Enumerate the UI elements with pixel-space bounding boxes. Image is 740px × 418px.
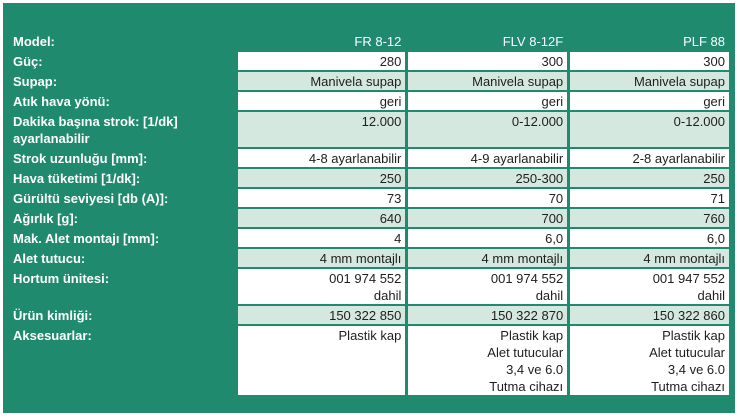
cell-value: Plastik kap Alet tutucular 3,4 ve 6.0 Tutma cihazı bbox=[408, 326, 567, 395]
cell-value: 4-8 ayarlanabilir bbox=[238, 149, 405, 167]
cell-value: geri bbox=[570, 92, 729, 110]
cell-value: 001 974 552 dahil bbox=[408, 269, 567, 304]
cell-value: 150 322 860 bbox=[570, 306, 729, 324]
cell-value: 0-12.000 bbox=[570, 112, 729, 147]
row-label: Aksesuarlar: bbox=[13, 328, 92, 343]
cell-value: 150 322 850 bbox=[238, 306, 405, 324]
row-label: Ağırlık [g]: bbox=[13, 211, 78, 226]
cell-value: 6,0 bbox=[570, 229, 729, 247]
model-name: FR 8-12 bbox=[354, 34, 402, 49]
table-row bbox=[9, 229, 729, 247]
cell-value: 0-12.000 bbox=[408, 112, 567, 147]
cell-value: 4 mm montajlı bbox=[570, 249, 729, 267]
row-label: Hava tüketimi [1/dk]: bbox=[13, 171, 141, 186]
cell-value: 4-9 ayarlanabilir bbox=[408, 149, 567, 167]
table-row bbox=[9, 189, 729, 207]
cell-value: Manivela supap bbox=[238, 72, 405, 90]
table-row bbox=[9, 149, 729, 167]
cell-value: 6,0 bbox=[408, 229, 567, 247]
header-label: Model: bbox=[13, 34, 55, 49]
cell-value: 12.000 bbox=[238, 112, 405, 147]
cell-value: 700 bbox=[408, 209, 567, 227]
cell-value: 300 bbox=[408, 52, 567, 70]
table-row bbox=[9, 72, 729, 90]
cell-value: 250 bbox=[238, 169, 405, 187]
table-row bbox=[9, 326, 729, 395]
table-row bbox=[9, 112, 729, 147]
spec-table bbox=[6, 6, 732, 397]
spec-table-frame bbox=[3, 3, 735, 413]
cell-value: 280 bbox=[238, 52, 405, 70]
table-row bbox=[9, 169, 729, 187]
row-label: Hortum ünitesi: bbox=[13, 271, 110, 286]
cell-value: 73 bbox=[238, 189, 405, 207]
cell-value: 71 bbox=[570, 189, 729, 207]
row-label: Gürültü seviyesi [db (A)]: bbox=[13, 191, 169, 206]
model-name: FLV 8-12F bbox=[502, 34, 564, 49]
cell-value: 150 322 870 bbox=[408, 306, 567, 324]
cell-value: 250 bbox=[570, 169, 729, 187]
cell-value: geri bbox=[238, 92, 405, 110]
cell-value: Manivela supap bbox=[570, 72, 729, 90]
row-label: Strok uzunluğu [mm]: bbox=[13, 151, 148, 166]
cell-value: Plastik kap Alet tutucular 3,4 ve 6.0 Tutma cihazı bbox=[570, 326, 729, 395]
row-label: Supap: bbox=[13, 74, 58, 89]
cell-value: geri bbox=[408, 92, 567, 110]
cell-value: 4 mm montajlı bbox=[238, 249, 405, 267]
row-label: Ürün kimliği: bbox=[13, 308, 93, 323]
table-row bbox=[9, 306, 729, 324]
row-label: Mak. Alet montajı [mm]: bbox=[13, 231, 160, 246]
cell-value: 4 bbox=[238, 229, 405, 247]
table-row bbox=[9, 269, 729, 304]
cell-value: 300 bbox=[570, 52, 729, 70]
row-label: Dakika başına strok: [1/dk] ayarlanabilir bbox=[13, 114, 178, 146]
cell-value: 2-8 ayarlanabilir bbox=[570, 149, 729, 167]
cell-value: Plastik kap bbox=[238, 326, 405, 395]
row-label: Güç: bbox=[13, 54, 43, 69]
table-row bbox=[9, 249, 729, 267]
cell-value: 250-300 bbox=[408, 169, 567, 187]
table-row bbox=[9, 92, 729, 110]
cell-value: 001 947 552 dahil bbox=[570, 269, 729, 304]
table-row bbox=[9, 52, 729, 70]
model-name: PLF 88 bbox=[683, 34, 725, 49]
cell-value: 70 bbox=[408, 189, 567, 207]
cell-value: 760 bbox=[570, 209, 729, 227]
row-label: Atık hava yönü: bbox=[13, 94, 110, 109]
table-row bbox=[9, 209, 729, 227]
row-label: Alet tutucu: bbox=[13, 251, 86, 266]
cell-value: 4 mm montajlı bbox=[408, 249, 567, 267]
cell-value: 640 bbox=[238, 209, 405, 227]
cell-value: 001 974 552 dahil bbox=[238, 269, 405, 304]
header-row bbox=[9, 8, 729, 50]
cell-value: Manivela supap bbox=[408, 72, 567, 90]
